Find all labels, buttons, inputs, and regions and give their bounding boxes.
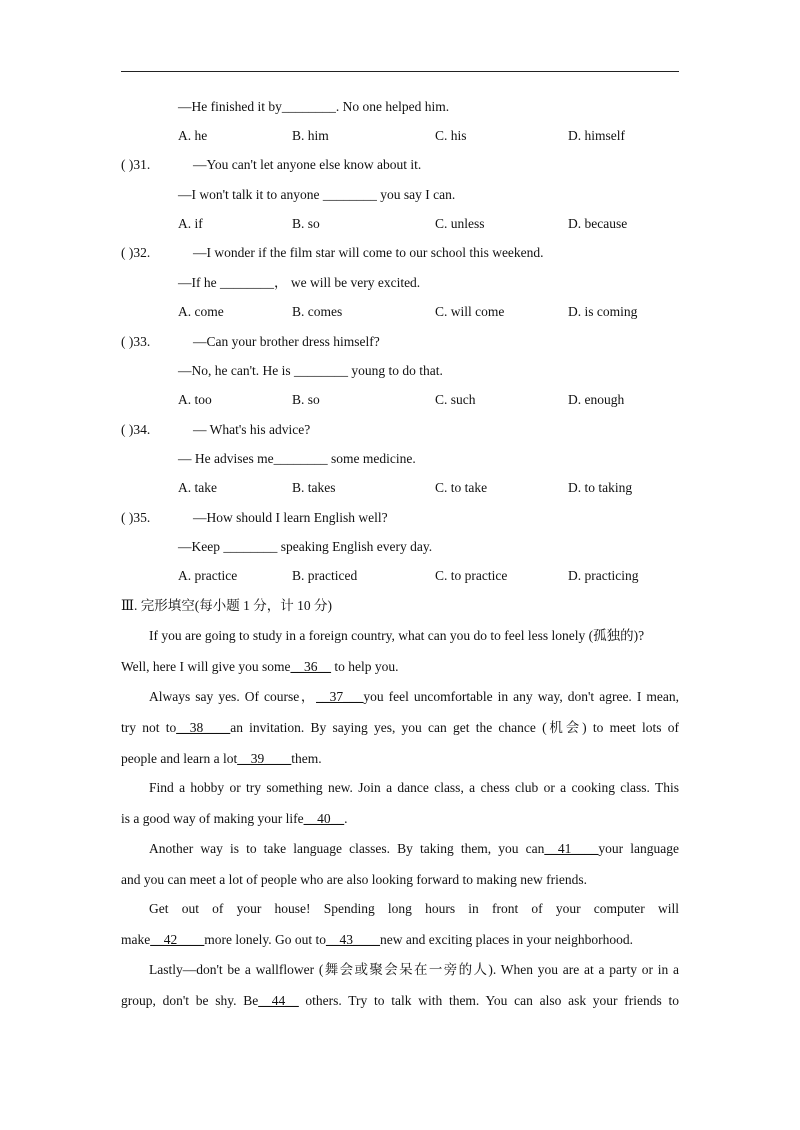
q34-question: — What's his advice? [193, 422, 311, 437]
q33-option-a: A. too [178, 392, 212, 407]
q33-number: ( )33. [121, 334, 151, 349]
passage-p5-line1: Get out of your house! Spending long hours in front of your computer will [149, 901, 679, 916]
q34-option-c: C. to take [435, 480, 488, 495]
q35-option-c: C. to practice [435, 568, 508, 583]
q30-answer-line: —He finished it by________. No one helped him. [178, 99, 450, 114]
blank-38[interactable]: __38____ [176, 720, 231, 735]
q34-answer-line: — He advises me________ some medicine. [178, 451, 416, 466]
q31-option-b: B. so [292, 216, 320, 231]
q31-option-a: A. if [178, 216, 203, 231]
q31-option-d: D. because [568, 216, 628, 231]
q35-option-d: D. practicing [568, 568, 639, 583]
passage-p3-line1: Find a hobby or try something new. Join a dance class, a chess club or a cooking class. This [149, 780, 679, 795]
q30-option-a: A. he [178, 128, 208, 143]
q30-option-c: C. his [435, 128, 467, 143]
q35-question: —How should I learn English well? [193, 510, 388, 525]
passage-p4-line1: Another way is to take language classes. By taking them, you can__41____your language [149, 841, 679, 856]
q31-answer-line: —I won't talk it to anyone ________ you say I can. [178, 187, 456, 202]
q33-option-b: B. so [292, 392, 320, 407]
q33-option-c: C. such [435, 392, 476, 407]
q34-number: ( )34. [121, 422, 151, 437]
passage-p6-line2: group, don't be shy. Be__44__ others. Try to talk with them. You can also ask your friends to [121, 993, 679, 1008]
q35-option-b: B. practiced [292, 568, 358, 583]
passage-p6-line1: Lastly—don't be a wallflower (舞会或聚会呆在一旁的人). When you are at a party or in a [149, 962, 679, 977]
q32-option-c: C. will come [435, 304, 505, 319]
q32-option-a: A. come [178, 304, 224, 319]
blank-40[interactable]: __40__ [303, 811, 345, 826]
q33-question: —Can your brother dress himself? [193, 334, 380, 349]
q35-option-a: A. practice [178, 568, 238, 583]
passage-p5-line2: make__42____more lonely. Go out to__43____new and exciting places in your neighborhood. [121, 932, 634, 947]
q35-number: ( )35. [121, 510, 151, 525]
q33-answer-line: —No, he can't. He is ________ young to do that. [178, 363, 443, 378]
blank-36[interactable]: __36__ [290, 659, 331, 674]
q34-option-a: A. take [178, 480, 217, 495]
passage-p3-line2: is a good way of making your life__40__. [121, 811, 348, 826]
q32-question: —I wonder if the film star will come to our school this weekend. [193, 245, 544, 260]
blank-39[interactable]: __39____ [237, 751, 292, 766]
q35-answer-line: —Keep ________ speaking English every day. [178, 539, 433, 554]
q30-option-d: D. himself [568, 128, 625, 143]
q33-option-d: D. enough [568, 392, 625, 407]
blank-43[interactable]: __43____ [325, 932, 380, 947]
top-rule [121, 71, 679, 72]
passage-p2-line2: try not to__38____an invitation. By saying yes, you can get the chance (机会) to meet lots of [121, 720, 680, 735]
blank-42[interactable]: __42____ [150, 932, 205, 947]
q31-question: —You can't let anyone else know about it. [193, 157, 422, 172]
passage-p2-line3: people and learn a lot__39____them. [121, 751, 322, 766]
q32-option-b: B. comes [292, 304, 343, 319]
q30-option-b: B. him [292, 128, 329, 143]
passage-p4-line2: and you can meet a lot of people who are also looking forward to making new friends. [121, 872, 587, 887]
q34-option-d: D. to taking [568, 480, 633, 495]
blank-37[interactable]: __37___ [316, 689, 364, 704]
q32-option-d: D. is coming [568, 304, 638, 319]
passage-p2-line1: Always say yes. Of course，__37___you feel uncomfortable in any way, don't agree. I mean, [149, 689, 679, 704]
q31-option-c: C. unless [435, 216, 485, 231]
blank-41[interactable]: __41____ [544, 841, 599, 856]
q32-number: ( )32. [121, 245, 151, 260]
section-heading-cloze: Ⅲ. 完形填空(每小题 1 分，计 10 分) [121, 598, 333, 613]
passage-p1-line2: Well, here I will give you some__36__ to help you. [121, 659, 399, 674]
q32-answer-line: —If he ________， we will be very excited. [178, 275, 421, 290]
q31-number: ( )31. [121, 157, 151, 172]
passage-p1-line1: If you are going to study in a foreign country, what can you do to feel less lonely (孤独的)? [149, 628, 645, 643]
blank-44[interactable]: __44__ [258, 993, 299, 1008]
q34-option-b: B. takes [292, 480, 336, 495]
